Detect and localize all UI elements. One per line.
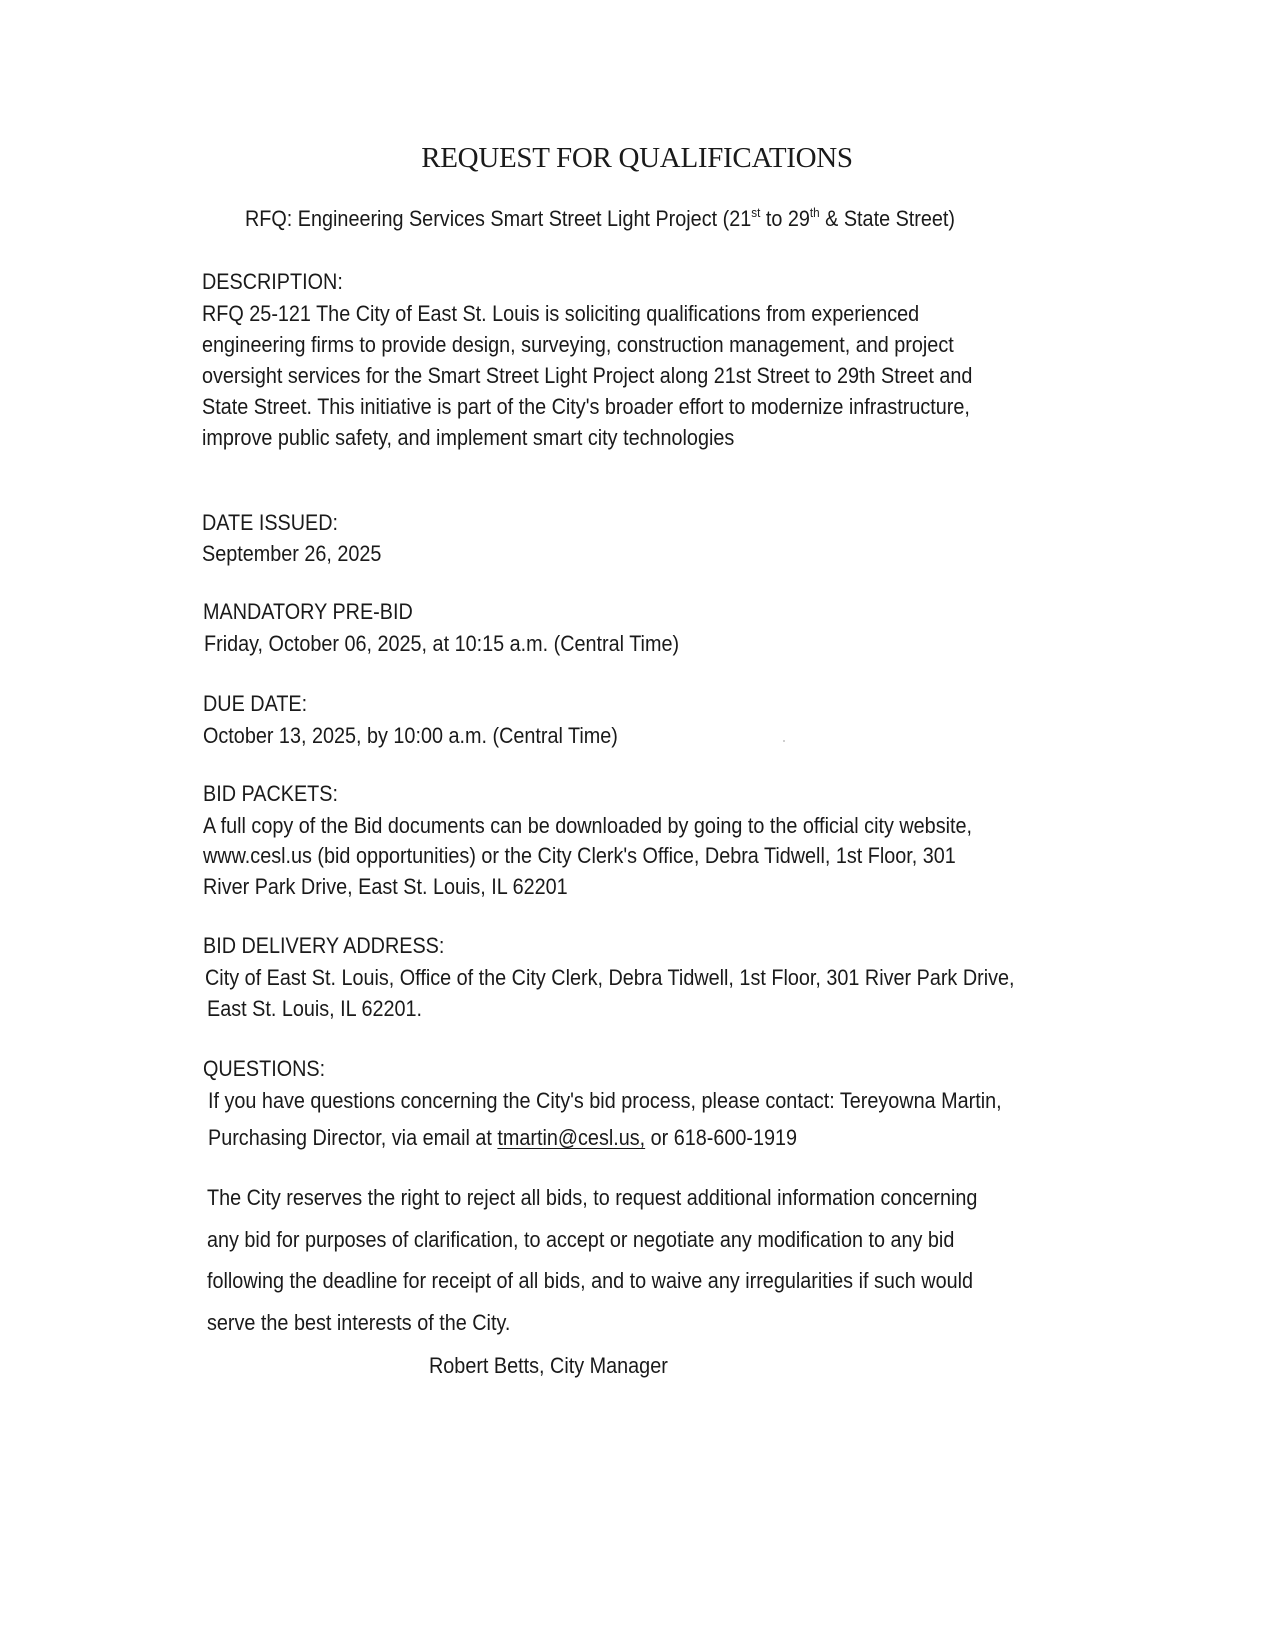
- questions-heading: QUESTIONS:: [203, 1056, 326, 1081]
- description-line: State Street. This initiative is part of the City's broader effort to modernize infrastructure,: [202, 394, 970, 419]
- bid-packets-line: A full copy of the Bid documents can be downloaded by going to the official city website,: [203, 813, 973, 838]
- document-title: REQUEST FOR QUALIFICATIONS: [421, 142, 853, 174]
- questions-line: If you have questions concerning the City's bid process, please contact: Tereyowna Martin,: [208, 1088, 1002, 1113]
- due-date-value: October 13, 2025, by 10:00 a.m. (Central Time): [203, 723, 618, 748]
- document-subtitle: RFQ: Engineering Services Smart Street Light Project (21st to 29th & State Street): [245, 205, 956, 231]
- email-link[interactable]: tmartin@cesl.us,: [497, 1125, 646, 1150]
- reservation-line: The City reserves the right to reject all bids, to request additional information concerning: [207, 1185, 978, 1210]
- bid-packets-heading: BID PACKETS:: [203, 781, 338, 806]
- reservation-line: serve the best interests of the City.: [207, 1310, 511, 1335]
- bid-delivery-heading: BID DELIVERY ADDRESS:: [203, 933, 445, 958]
- description-line: RFQ 25-121 The City of East St. Louis is soliciting qualifications from experienced: [202, 301, 920, 326]
- due-date-heading: DUE DATE:: [203, 691, 308, 716]
- signature: Robert Betts, City Manager: [429, 1353, 668, 1378]
- bid-delivery-line: City of East St. Louis, Office of the City Clerk, Debra Tidwell, 1st Floor, 301 River Park Drive,: [205, 965, 1015, 990]
- scan-speck: [783, 740, 785, 742]
- reservation-line: following the deadline for receipt of all bids, and to waive any irregularities if such would: [207, 1268, 974, 1293]
- bid-packets-line: River Park Drive, East St. Louis, IL 62201: [203, 874, 568, 899]
- description-line: engineering firms to provide design, surveying, construction management, and project: [202, 332, 954, 357]
- description-line: improve public safety, and implement smart city technologies: [202, 425, 735, 450]
- date-issued-heading: DATE ISSUED:: [202, 510, 339, 535]
- date-issued-value: September 26, 2025: [202, 541, 382, 566]
- pre-bid-heading: MANDATORY PRE-BID: [203, 599, 413, 624]
- bid-packets-line: www.cesl.us (bid opportunities) or the City Clerk's Office, Debra Tidwell, 1st Floor, 301: [203, 843, 956, 868]
- description-heading: DESCRIPTION:: [202, 269, 343, 294]
- pre-bid-value: Friday, October 06, 2025, at 10:15 a.m. (Central Time): [204, 631, 680, 656]
- description-line: oversight services for the Smart Street Light Project along 21st Street to 29th Street and: [202, 363, 973, 388]
- questions-contact-line: Purchasing Director, via email at tmartin@cesl.us, or 618-600-1919: [208, 1125, 798, 1150]
- bid-delivery-line: East St. Louis, IL 62201.: [207, 996, 423, 1021]
- reservation-line: any bid for purposes of clarification, to accept or negotiate any modification to any bid: [207, 1227, 955, 1252]
